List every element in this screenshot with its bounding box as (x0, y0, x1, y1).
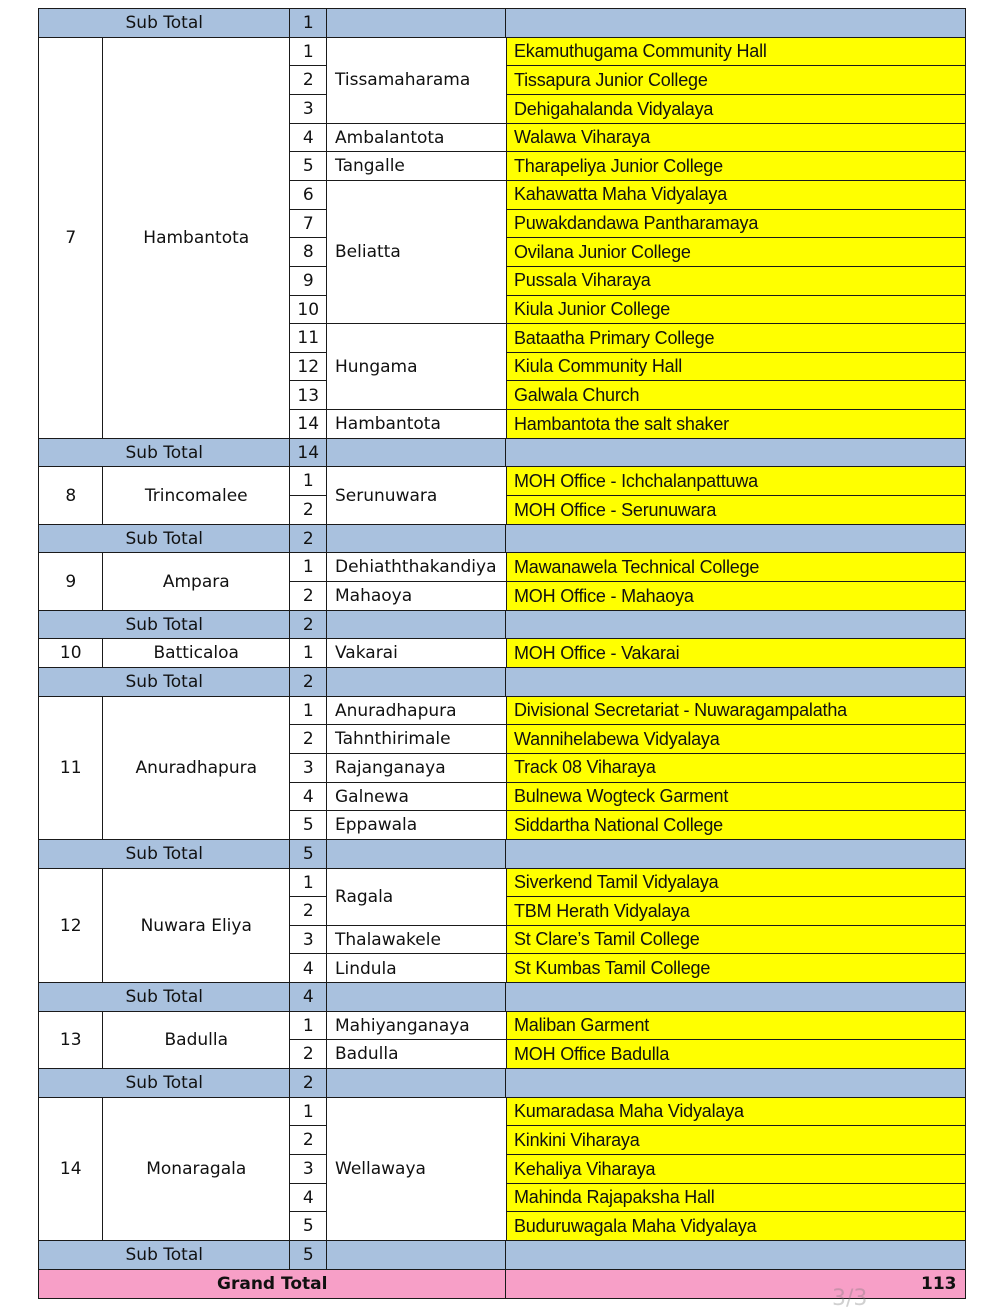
subtotal-label: Sub Total (38, 524, 291, 554)
district-name: Anuradhapura (102, 696, 291, 841)
subtotal-label: Sub Total (38, 839, 291, 869)
subtotal-blank (326, 1068, 507, 1098)
subtotal-value: 5 (289, 839, 328, 869)
subtotal-label: Sub Total (38, 667, 291, 697)
row-number: 5 (289, 1211, 328, 1241)
grand-total-value: 113 (505, 1269, 966, 1299)
page-indicator: 3/3 (832, 1286, 868, 1311)
division-name: Thalawakele (326, 925, 507, 955)
subtotal-label: Sub Total (38, 1240, 291, 1270)
row-number: 4 (289, 953, 328, 983)
subtotal-blank (505, 438, 966, 468)
division-name: Eppawala (326, 810, 507, 840)
centre-name: Tissapura Junior College (505, 65, 966, 95)
row-number: 14 (289, 409, 328, 439)
centre-name: Hambantota the salt shaker (505, 409, 966, 439)
district-number: 7 (38, 37, 104, 440)
district-number: 13 (38, 1011, 104, 1070)
division-name: Anuradhapura (326, 696, 507, 726)
subtotal-blank (505, 8, 966, 38)
centre-name: MOH Office - Ichchalanpattuwa (505, 466, 966, 496)
centre-name: MOH Office Badulla (505, 1039, 966, 1069)
subtotal-label: Sub Total (38, 1068, 291, 1098)
subtotal-blank (326, 667, 507, 697)
centre-name: Siddartha National College (505, 810, 966, 840)
row-number: 2 (289, 495, 328, 525)
centre-name: Divisional Secretariat - Nuwaragampalatha (505, 696, 966, 726)
subtotal-blank (505, 667, 966, 697)
centre-name: Dehigahalanda Vidyalaya (505, 94, 966, 124)
centre-name: Ovilana Junior College (505, 237, 966, 267)
district-number: 11 (38, 696, 104, 841)
centre-name: Puwakdandawa Pantharamaya (505, 209, 966, 239)
row-number: 2 (289, 896, 328, 926)
row-number: 3 (289, 753, 328, 783)
division-name: Tissamaharama (326, 37, 507, 124)
centre-name: Pussala Viharaya (505, 266, 966, 296)
division-name: Mahaoya (326, 581, 507, 611)
row-number: 1 (289, 466, 328, 496)
row-number: 2 (289, 1125, 328, 1155)
row-number: 1 (289, 37, 328, 67)
subtotal-blank (326, 982, 507, 1012)
centre-name: St Clare’s Tamil College (505, 925, 966, 955)
district-name: Hambantota (102, 37, 291, 440)
subtotal-value: 14 (289, 438, 328, 468)
district-name: Badulla (102, 1011, 291, 1070)
centre-name: Kiula Junior College (505, 295, 966, 325)
division-name: Rajanganaya (326, 753, 507, 783)
subtotal-blank (505, 1068, 966, 1098)
centre-name: MOH Office - Mahaoya (505, 581, 966, 611)
division-name: Ragala (326, 868, 507, 927)
centre-name: Mawanawela Technical College (505, 552, 966, 582)
subtotal-blank (505, 839, 966, 869)
subtotal-label: Sub Total (38, 610, 291, 640)
centre-name: Tharapeliya Junior College (505, 151, 966, 181)
centre-name: St Kumbas Tamil College (505, 953, 966, 983)
division-name: Vakarai (326, 638, 507, 668)
centre-name: Wannihelabewa Vidyalaya (505, 724, 966, 754)
subtotal-blank (326, 1240, 507, 1270)
centre-name: Track 08 Viharaya (505, 753, 966, 783)
centre-name: Kahawatta Maha Vidyalaya (505, 180, 966, 210)
row-number: 2 (289, 65, 328, 95)
centre-name: Siverkend Tamil Vidyalaya (505, 868, 966, 898)
subtotal-value: 2 (289, 1068, 328, 1098)
subtotal-label: Sub Total (38, 438, 291, 468)
subtotal-value: 4 (289, 982, 328, 1012)
row-number: 1 (289, 638, 328, 668)
row-number: 1 (289, 1097, 328, 1127)
division-name: Mahiyanganaya (326, 1011, 507, 1041)
row-number: 4 (289, 123, 328, 153)
division-name: Tahnthirimale (326, 724, 507, 754)
subtotal-value: 2 (289, 610, 328, 640)
grand-total-label: Grand Total (38, 1269, 507, 1299)
district-number: 10 (38, 638, 104, 668)
district-number: 14 (38, 1097, 104, 1242)
centre-name: MOH Office - Serunuwara (505, 495, 966, 525)
subtotal-label: Sub Total (38, 982, 291, 1012)
centre-name: Buduruwagala Maha Vidyalaya (505, 1211, 966, 1241)
centre-name: MOH Office - Vakarai (505, 638, 966, 668)
row-number: 12 (289, 352, 328, 382)
district-name: Nuwara Eliya (102, 868, 291, 984)
row-number: 1 (289, 552, 328, 582)
subtotal-value: 1 (289, 8, 328, 38)
row-number: 5 (289, 151, 328, 181)
centre-name: Ekamuthugama Community Hall (505, 37, 966, 67)
subtotal-blank (326, 438, 507, 468)
district-number: 9 (38, 552, 104, 611)
row-number: 1 (289, 1011, 328, 1041)
row-number: 2 (289, 1039, 328, 1069)
centre-name: Bulnewa Wogteck Garment (505, 782, 966, 812)
district-name: Batticaloa (102, 638, 291, 668)
row-number: 4 (289, 782, 328, 812)
row-number: 2 (289, 724, 328, 754)
subtotal-blank (505, 1240, 966, 1270)
division-name: Wellawaya (326, 1097, 507, 1242)
centre-name: Mahinda Rajapaksha Hall (505, 1183, 966, 1213)
subtotal-blank (505, 982, 966, 1012)
centre-name: Maliban Garment (505, 1011, 966, 1041)
district-number: 8 (38, 466, 104, 525)
division-name: Hungama (326, 323, 507, 410)
subtotal-value: 5 (289, 1240, 328, 1270)
division-name: Tangalle (326, 151, 507, 181)
division-name: Serunuwara (326, 466, 507, 525)
centre-name: Kinkini Viharaya (505, 1125, 966, 1155)
subtotal-blank (326, 8, 507, 38)
row-number: 7 (289, 209, 328, 239)
centre-name: Kiula Community Hall (505, 352, 966, 382)
division-name: Ambalantota (326, 123, 507, 153)
division-name: Lindula (326, 953, 507, 983)
row-number: 13 (289, 380, 328, 410)
centre-name: Walawa Viharaya (505, 123, 966, 153)
division-name: Badulla (326, 1039, 507, 1069)
row-number: 1 (289, 696, 328, 726)
centre-name: Bataatha Primary College (505, 323, 966, 353)
centre-name: Kumaradasa Maha Vidyalaya (505, 1097, 966, 1127)
subtotal-blank (326, 524, 507, 554)
row-number: 8 (289, 237, 328, 267)
subtotal-blank (326, 839, 507, 869)
division-name: Galnewa (326, 782, 507, 812)
division-name: Dehiaththakandiya (326, 552, 507, 582)
row-number: 4 (289, 1183, 328, 1213)
subtotal-blank (505, 524, 966, 554)
row-number: 3 (289, 925, 328, 955)
district-name: Ampara (102, 552, 291, 611)
row-number: 10 (289, 295, 328, 325)
subtotal-blank (505, 610, 966, 640)
district-name: Monaragala (102, 1097, 291, 1242)
row-number: 1 (289, 868, 328, 898)
row-number: 9 (289, 266, 328, 296)
subtotal-value: 2 (289, 524, 328, 554)
row-number: 5 (289, 810, 328, 840)
row-number: 3 (289, 1154, 328, 1184)
centre-name: Kehaliya Viharaya (505, 1154, 966, 1184)
subtotal-blank (326, 610, 507, 640)
row-number: 6 (289, 180, 328, 210)
row-number: 3 (289, 94, 328, 124)
subtotal-value: 2 (289, 667, 328, 697)
district-number: 12 (38, 868, 104, 984)
centre-name: Galwala Church (505, 380, 966, 410)
row-number: 11 (289, 323, 328, 353)
centre-name: TBM Herath Vidyalaya (505, 896, 966, 926)
division-name: Beliatta (326, 180, 507, 325)
row-number: 2 (289, 581, 328, 611)
division-name: Hambantota (326, 409, 507, 439)
subtotal-label: Sub Total (38, 8, 291, 38)
district-name: Trincomalee (102, 466, 291, 525)
